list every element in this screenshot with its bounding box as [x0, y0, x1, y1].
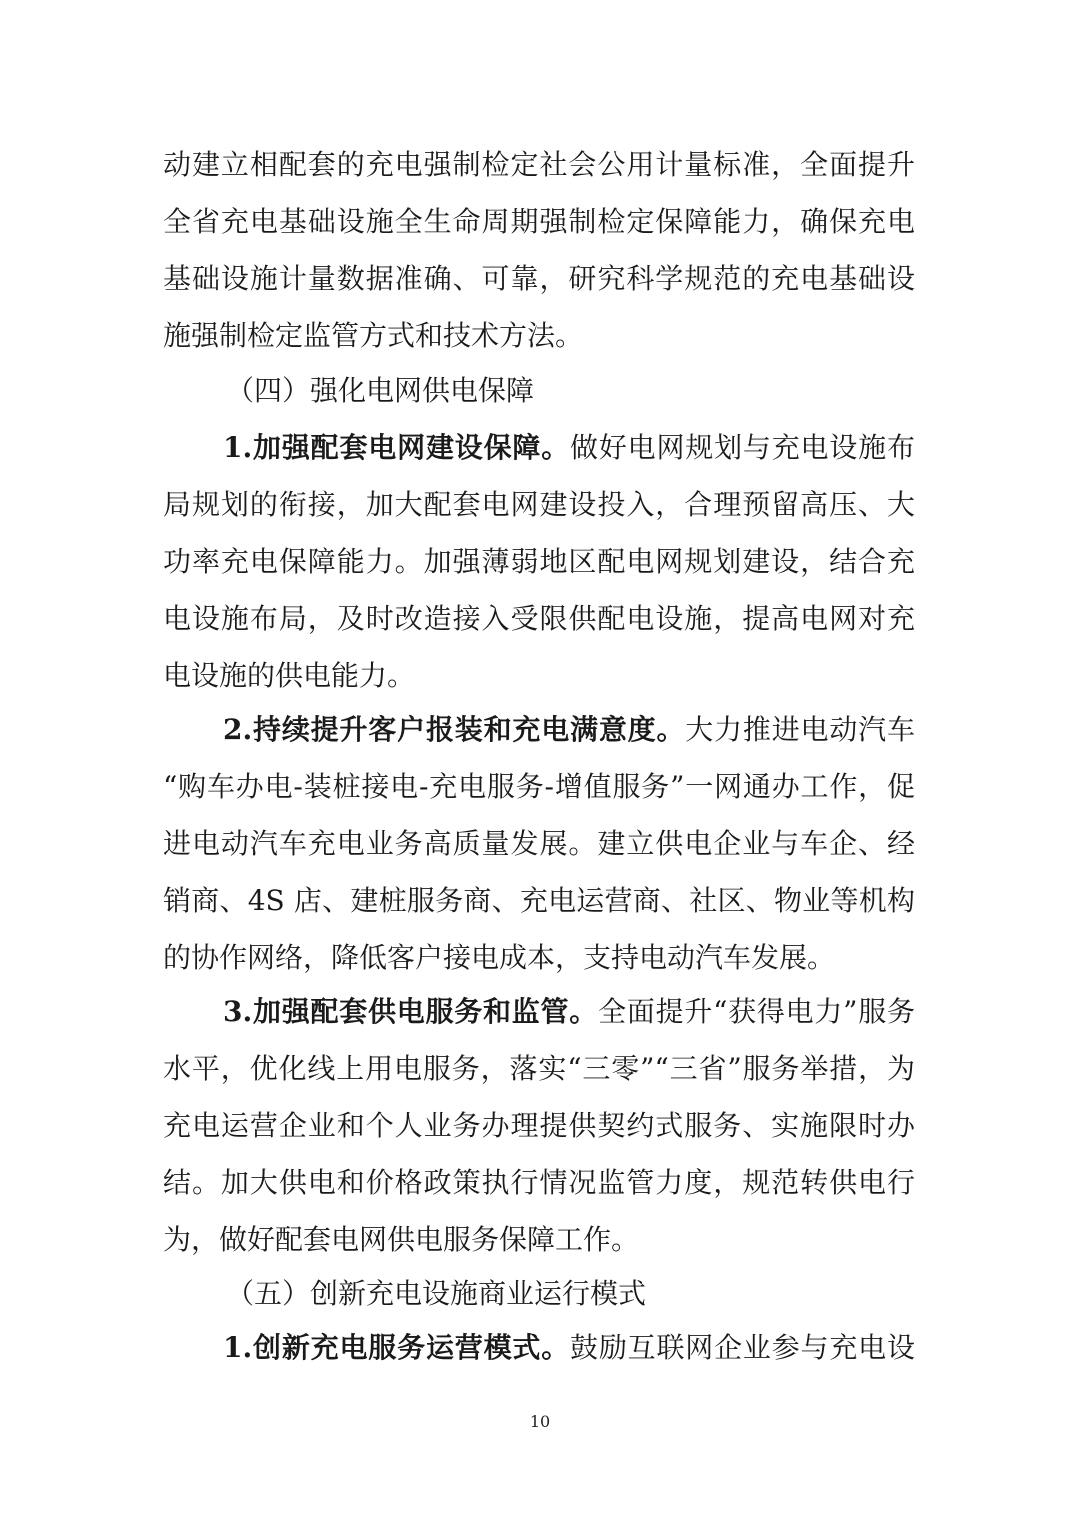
body-text-line: 功率充电保障能力。加强薄弱地区配电网规划建设，结合充 — [163, 545, 915, 578]
paragraph-first-line — [223, 420, 915, 476]
paragraph-lead-title: 3.加强配套供电服务和监管。 — [223, 995, 599, 1028]
paragraph-first-line — [223, 1320, 915, 1376]
body-text-line: 电设施的供电能力。 — [163, 659, 416, 692]
body-text-line: 结。加大供电和价格政策执行情况监管力度，规范转供电行 — [163, 1166, 915, 1199]
body-text-line: 施强制检定监管方式和技术方法。 — [163, 319, 584, 352]
body-text-line: 电设施布局，及时改造接入受限供配电设施，提高电网对充 — [163, 602, 915, 635]
paragraph-lead-title: 1.创新充电服务运营模式。 — [223, 1331, 571, 1364]
paragraph-first-line — [223, 984, 915, 1040]
paragraph-text: 鼓励互联网企业参与充电设 — [570, 1331, 915, 1364]
body-text-line: 为，做好配套电网供电服务保障工作。 — [163, 1223, 640, 1256]
body-text-line: 充电运营企业和个人业务办理提供契约式服务、实施限时办 — [163, 1109, 915, 1142]
body-text-line: 销商、4S 店、建桩服务商、充电运营商、社区、物业等机构 — [163, 884, 915, 917]
paragraph-text: 大力推进电动汽车 — [685, 713, 915, 746]
page-number: 10 — [529, 1412, 551, 1431]
body-text-line: 基础设施计量数据准确、可靠，研究科学规范的充电基础设 — [163, 262, 915, 295]
body-text-line: 水平，优化线上用电服务，落实“三零”“三省”服务举措，为 — [163, 1052, 915, 1085]
paragraph-first-line — [223, 702, 915, 758]
paragraph-text: 全面提升“获得电力”服务 — [598, 995, 915, 1028]
body-text-line: 全省充电基础设施全生命周期强制检定保障能力，确保充电 — [163, 205, 915, 238]
section-heading-5: （五）创新充电设施商业运行模式 — [226, 1277, 647, 1310]
paragraph-lead-title: 1.加强配套电网建设保障。 — [223, 431, 571, 464]
body-text-line: 的协作网络，降低客户接电成本，支持电动汽车发展。 — [163, 941, 836, 974]
section-heading-4: （四）强化电网供电保障 — [226, 374, 535, 407]
paragraph-lead-title: 2.持续提升客户报装和充电满意度。 — [223, 713, 686, 746]
body-text-line: 局规划的衔接，加大配套电网建设投入，合理预留高压、大 — [163, 488, 915, 521]
paragraph-text: 做好电网规划与充电设施布 — [570, 431, 915, 464]
body-text-line: “购车办电-装桩接电-充电服务-增值服务”一网通办工作，促 — [163, 770, 915, 803]
body-text-line: 进电动汽车充电业务高质量发展。建立供电企业与车企、经 — [163, 827, 915, 860]
body-text-line: 动建立相配套的充电强制检定社会公用计量标准，全面提升 — [163, 148, 915, 181]
